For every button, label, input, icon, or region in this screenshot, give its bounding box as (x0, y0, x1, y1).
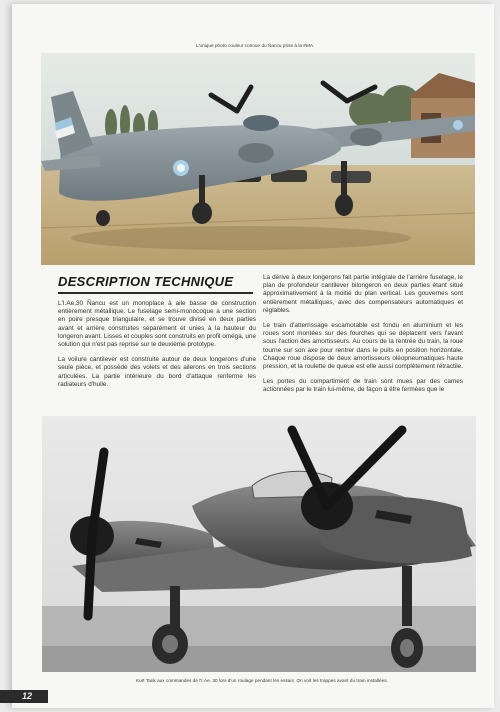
left-paragraph-1: L'I.Ae.30 Ñancu est un monoplace à aile basse de construction entièrement métallique. Le fuselage semi-monocoque a une section en poire presque triangulaire, et se trouve divisé en deux parties avant et arrière construites séparément et unies à la hauteur du longeron avant. Lisses et couples sont construits en profil oméga, une solution qui n'est pas reprise sur le deuxième prototype. (58, 300, 256, 349)
right-paragraph-3: Les portes du compartiment de train sont mues par des cames actionnées par le train lui-même, de façon à être fermées que le (263, 378, 463, 394)
bottom-aircraft-photo (42, 416, 476, 672)
right-paragraph-1: La dérive à deux longerons fait partie intégrale de l'arrière fuselage, le plan de profondeur cantilever bilongeron en deux parties étant situé approximativement à la moitié du plan vertical. Les gouvernes sont entièrement métalliques, avec des compensateurs automatiques et réglables. (263, 274, 463, 314)
left-text-column (58, 300, 256, 396)
right-paragraph-2: Le train d'atterrissage escamotable est fondu en aluminium et les roues sont montées sur des fourches qui se déplacent vers l'avant sous l'action des amortisseurs. Au cours de la rentrée du train, la roue tourne sur son axe pour rentrer dans le puits en position horizontale. Chaque roue dispose de deux amortisseurs oléopneumatiques haute pression, et la roulette de queue est elle aussi complètement rétractile. (263, 322, 463, 371)
page-number: 12 (22, 691, 33, 701)
right-text-column (263, 274, 463, 402)
top-photo-caption: L'unique photo couleur connue du Ñancu prise à la FMA. (196, 43, 315, 48)
section-title: DESCRIPTION TECHNIQUE (58, 274, 234, 289)
top-aircraft-photo (41, 53, 475, 265)
left-paragraph-2: La voilure cantilever est construite autour de deux longerons d'une seule pièce, et possède des volets et des ailerons en trois sections articulées. La partie intérieure du bord d'attaque renferme les radiateurs d'huile. (58, 356, 256, 388)
bottom-photo-caption: Kurt Tank aux commandes de l'I.Ae. 30 lors d'un roulage pendant les essais. On voit les trappes avant du train installées. (136, 678, 388, 683)
section-title-underline (58, 292, 253, 294)
